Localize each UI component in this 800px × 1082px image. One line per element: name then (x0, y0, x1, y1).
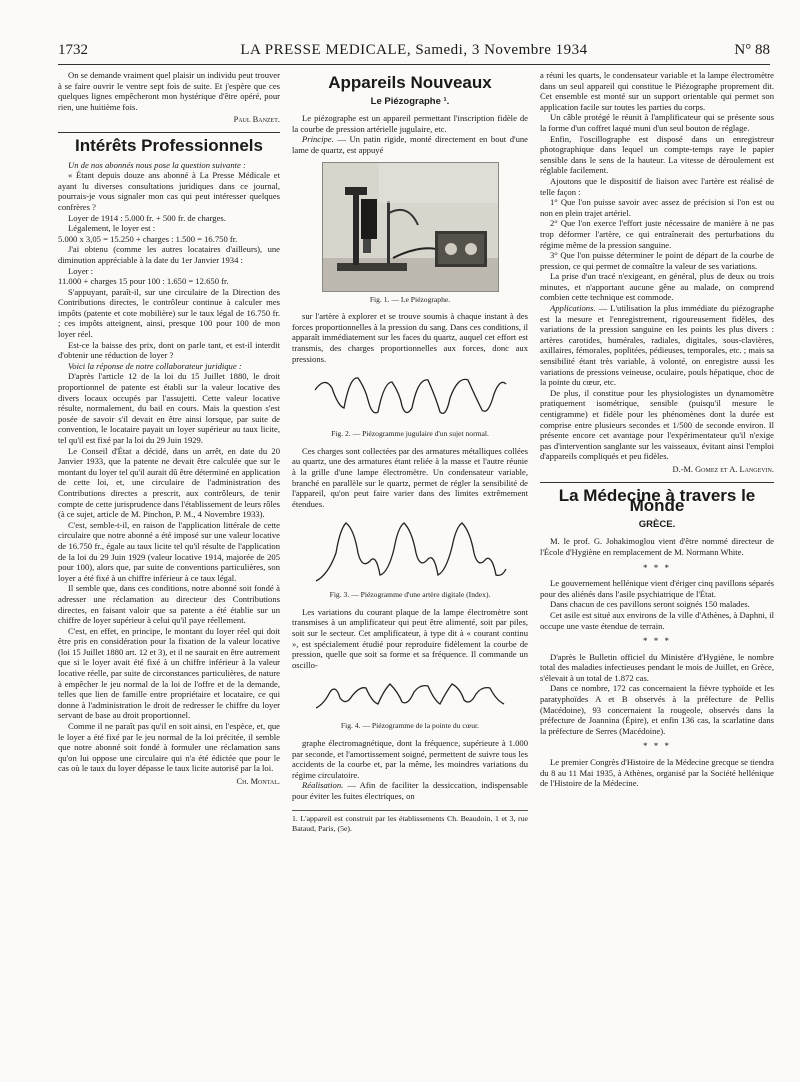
answer-paragraph: C'est, semble-t-il, en raison de l'application littérale de cette circulaire que notre abonné a été imposé sur une valeur locative de 16.750 fr., égale au taux licite tel qu'il résulte de l'application de la loi du 29 Juin 1929 (valeur locative 1914, majorée de 205 pour 100), alors que, par suite de conventions particulières, son loyer a été fixé à un chiffre inférieur à ce taux légal. (58, 519, 280, 583)
issue-number: N° 88 (734, 42, 770, 58)
question-paragraph: « Étant depuis douze ans abonné à La Presse Médicale et ayant lu diverses consultations juridiques dans ce journal, pourrais-je vous signaler mon cas qui peut intéresser quelques confrères ? (58, 170, 280, 212)
article-paragraph: 1° Que l'on puisse savoir avec assez de précision si l'on est ou non en plein trajet artériel. (540, 197, 774, 218)
separator-stars: * * * (643, 562, 671, 573)
question-paragraph: S'appuyant, paraît-il, sur une circulaire de la Direction des Contributions directes, le contrôleur continue à calculer mes impôts (patente et cote mobilière) sur le taux légal de 16.750 fr. ; ces impôts atteignent, ainsi, presque 100 pour 100 de mon loyer réel. (58, 286, 280, 340)
news-paragraph: Le premier Congrès d'Histoire de la Médecine grecque se tiendra du 8 au 11 Mai 1935, à Athènes, organisé par la Société hellénique de l'Histoire de la Médecine. (540, 757, 774, 789)
figure-3-waveform (310, 513, 510, 587)
run-in-heading: Réalisation. (302, 780, 344, 791)
article-paragraph (292, 780, 528, 801)
figure-caption: Fig. 1. — Le Piézographe. (369, 294, 451, 304)
column-2 (292, 70, 528, 835)
divider (58, 132, 280, 133)
section-title-appareils: Appareils Nouveaux (328, 73, 492, 92)
answer-paragraph: Il semble que, dans ces conditions, notre abonné soit fondé à adresser une réclamation au directeur des Contributions directes, en faisant valoir que sa patente a été établie sur un chiffre de loyer supérieur à celui qu'il paye réellement. (58, 583, 280, 626)
separator-stars: * * * (643, 636, 671, 647)
article-paragraph: Un câble protégé le réunit à l'amplificateur qui se présente sous la forme d'un coffret laqué muni d'un seul bouton de réglage. (540, 112, 774, 133)
question-line: J'ai obtenu (comme les autres locataires d'ailleurs), une diminution appréciable à la date du 1er Janvier 1934 : (58, 244, 280, 265)
piezograph-photo (322, 162, 499, 292)
article-paragraph: Les variations du courant plaque de la lampe électromètre sont transmises à un amplificateur qui peut être alimenté, soit par piles, soit sur le secteur. Cet amplificateur, à type dit à « courant continu », est spécialement étudié pour reproduire fidèlement la courbe de pression, quelle que soit sa forme et sa fréquence. Il commande un oscillo- (292, 606, 528, 670)
news-paragraph: Dans ce nombre, 172 cas concernaient la fièvre typhoïde et les paratyphoïdes A et B observés à la préfecture de Pellis (Macédoine), 93 concernaient la rougeole, observés dans la préfecture de Joannina (Épire), et enfin 136 cas, la scarlatine dans la préfecture de Serres (Macédoine). (540, 683, 774, 736)
column-3 (540, 70, 774, 789)
article-subtitle: Le Piézographe ¹. (370, 95, 450, 107)
answer-paragraph: D'après l'article 12 de la loi du 15 Juillet 1880, le droit proportionnel de patente est établi sur la valeur locative des divers locaux occupés par l'assujetti. Cette valeur locative résulte, normalement, du bail en cours. Mais la question s'est posée de savoir s'il devait en être ainsi lorsque, par suite de convention, le locataire payait un loyer supérieur au taux licite, tel qu'il est fixé par la loi du 29 Juin 1929. (58, 371, 280, 445)
divider (540, 482, 774, 483)
article-paragraph: 2° Que l'on exerce l'effort juste nécessaire de manière à ne pas trop déformer l'artère, ce qui entraînerait des perturbations du régime même de la pression sanguine. (540, 218, 774, 250)
news-paragraph: Dans chacun de ces pavillons seront soignés 150 malades. (550, 599, 750, 610)
question-lead: Un de nos abonnés nous pose la question suivante : (68, 159, 246, 170)
article-paragraph (292, 134, 528, 155)
article-paragraph: a réuni les quarts, le condensateur variable et la lampe électromètre dans un seul appareil qui constitue le Piézographe proprement dit. Cet ensemble est monté sur un support orientable qui permet son application facile sur toutes les parties du corps. (540, 70, 774, 112)
news-paragraph: Cet asile est situé aux environs de la ville d'Athènes, à Daphni, il occupe une vaste étendue de terrain. (540, 609, 774, 631)
piezograph-illustration (323, 163, 498, 291)
article-paragraph (540, 303, 774, 388)
answer-paragraph: Comme il ne paraît pas qu'il en soit ainsi, en l'espèce, et, que le loyer a été fixé par le jeu normal de la loi précitée, il semble que notre abonné soit fondé à formuler une réclamation sans qu'on lui oppose une circulaire qui n'a été édictée que pour le cas où le taux du loyer dépasse le taux licite autorisé par la loi. (58, 721, 280, 774)
article-paragraph: Le piézographe est un appareil permettant l'inscription fidèle de la courbe de pression artérielle jugulaire, etc. (292, 113, 528, 134)
article-paragraph: La prise d'un tracé n'exigeant, en général, plus de deux ou trois minutes, et n'apportant aucune gêne au malade, on comprend combien cette technique est commode. (540, 271, 774, 303)
article-paragraph: Enfin, l'oscillographe est disposé dans un enregistreur photographique dans lequel un compte-temps raye le papier sensible dans le sens de la hauteur. La vitesse de déroulement est réglable facilement. (540, 133, 774, 176)
paragraph-text: — L'utilisation la plus immédiate du piézographe est la mesure et l'enregistrement, rigoureusement fidèles, des variations de la pression sanguine en les points les plus divers : artères carotides, humérales, radiales, digitales, sous-clavières, axillaires, fémorales, poplitées, pédieuses, temporales, etc. ; mais sa sensibilité étant très variable, à volonté, on enregistre aussi les variations de pressions veineuse, oculaire, pouls hépatique, choc de la pointe du cœur, etc. (540, 303, 774, 388)
figure-4-waveform (310, 674, 510, 718)
answer-lead: Voici la réponse de notre collaborateur juridique : (68, 360, 242, 371)
question-line: 11.000 + charges 15 pour 100 : 1.650 = 12.650 fr. (58, 276, 229, 287)
question-line: 5.000 x 3,05 = 15.250 + charges : 1.500 = 16.750 fr. (58, 233, 238, 244)
page-header (58, 42, 770, 65)
section-title-interets: Intérêts Professionnels (74, 135, 263, 155)
answer-paragraph: Le Conseil d'État a décidé, dans un arrêt, en date du 20 Janvier 1933, que la patente ne devait être calculée que sur le montant du loyer tel qu'il aurait dû être déterminé en application de cette loi, et, une circulaire de l'administration des Contributions directes a prescrit, aux contrôleurs, de tenir compte de cette jurisprudence dans l'établissement de leurs rôles (à ce sujet, article de M. Pinchon, P. M., 4 Novembre 1933). (58, 445, 280, 520)
question-line: Loyer : (68, 265, 94, 276)
footnote: 1. L'appareil est construit par les établissements Ch. Beaudoin, 1 et 3, rue Bataud, Paris, (5e). (292, 810, 528, 835)
question-line: Loyer de 1914 : 5.000 fr. + 500 fr. de charges. (68, 212, 226, 223)
section-title-medecine: La Médecine à travers le Monde (558, 485, 756, 516)
news-paragraph: Le gouvernement hellénique vient d'ériger cinq pavillons séparés pour des aliénés dans l'asile psychiatrique de l'État. (540, 578, 774, 599)
answer-paragraph: C'est, en effet, en principe, le montant du loyer réel qui doit être pris en considération pour la fixation de la valeur locative (loi 15 Juillet 1880 art. 12 et 3), et il ne saurait en être autrement que si le loyer avait été fixé à un chiffre inférieur à la valeur locative réelle, par suite de circonstances particulières, de nature à empêcher le jeu normal de la loi de l'offre et de la demande, telles que lien de famille entre propriétaire et locataire, ce qui donne à l'administration le droit de redresser le chiffre du loyer servant de base au droit proportionnel. (58, 625, 280, 721)
column-1 (58, 70, 280, 788)
paragraph-text: — Un patin rigide, monté directement en bout d'une lame de quartz, est appuyé (292, 134, 528, 155)
article-paragraph: De plus, il constitue pour les physiologistes un dynamomètre pratiquement isométrique, sensible (puisqu'il mesure le centigramme) et fidèle pour les phénomènes dont la durée est comprise entre plusieurs secondes et 1/500 de seconde environ. Il présente encore cet avantage pour l'expérimentateur qu'il n'exige pas d'intervention sanglante sur les vaisseaux, évitant ainsi l'emploi d'appareils compliqués et peu fidèles. (540, 387, 774, 462)
article-signature: D.-M. Gomez et A. Langevin. (672, 464, 774, 474)
journal-title: LA PRESSE MEDICALE, Samedi, 3 Novembre 1934 (240, 42, 588, 58)
article-paragraph: graphe électromagnétique, dont la fréquence, supérieure à 1.000 par seconde, et l'amortissement soigné, permettent de suivre tous les accidents de la courbe et, par la même, les moindres variations du régime circulatoire. (292, 738, 528, 780)
article-paragraph: Ajoutons que le dispositif de liaison avec l'artère est réalisé de telle façon : (540, 175, 774, 197)
question-figures (58, 213, 280, 287)
country-heading: GRÈCE. (638, 518, 676, 530)
news-paragraph: M. le prof. G. Johakimoglou vient d'être nommé directeur de l'École d'Hygiène en remplacement de M. Normann White. (540, 536, 774, 557)
article-paragraph: sur l'artère à explorer et se trouve soumis à chaque instant à des forces proportionnelles à la pression du sang. Dans ces conditions, il apparaît immédiatement sur les faces du quartz, auquel cet effort est transmis, des charges proportionnelles aux forces, donc aux pressions. (292, 311, 528, 364)
page-number: 1732 (58, 42, 88, 58)
paragraph-text: — Afin de faciliter la dessiccation, indispensable pour éviter les fuites électriques, on (292, 780, 528, 801)
intro-paragraph: On se demande vraiment quel plaisir un individu peut trouver à se faire ouvrir le ventre sept fois de suite. Et j'espère que ces quelques lignes empêcheront mon hystérique d'être opéré, pour rien, une huitième fois. (58, 70, 280, 112)
figure-caption: Fig. 2. — Piézogramme jugulaire d'un sujet normal. (331, 429, 489, 439)
run-in-heading: Principe. (302, 134, 334, 145)
figure-2-waveform (310, 368, 510, 426)
intro-signature: Paul Banzet. (233, 115, 280, 125)
figure-caption: Fig. 4. — Piézogramme de la pointe du cœur. (340, 721, 480, 731)
separator-stars: * * * (643, 741, 671, 752)
news-paragraph: D'après le Bulletin officiel du Ministère d'Hygiène, le nombre total des maladies infectieuses pendant le mois de Juillet, en Grèce, s'élevait à un total de 1.872 cas. (540, 651, 774, 683)
article-paragraph: 3° Que l'on puisse déterminer le point de départ de la courbe de pression, ce qui permet de connaître la valeur de ses variations. (540, 250, 774, 271)
run-in-heading: Applications. (550, 303, 596, 314)
question-line: Légalement, le loyer est : (68, 223, 156, 234)
figure-caption: Fig. 3. — Piézogramme d'une artère digitale (Index). (329, 590, 491, 600)
answer-signature: Ch. Montal. (236, 777, 280, 786)
question-paragraph: Est-ce la baisse des prix, dont on parle tant, et est-il interdit d'obtenir une réduction de loyer ? (58, 339, 280, 361)
article-paragraph: Ces charges sont collectées par des armatures métalliques collées au quartz, une des armatures étant reliée à la masse et l'autre réunie à la grille d'une lampe électromètre. Un condensateur variable, branché en parallèle sur le quartz, permet de régler la sensibilité de l'appareil, qu'on peut faire varier dans des limites extrêmement étendues. (292, 445, 528, 509)
